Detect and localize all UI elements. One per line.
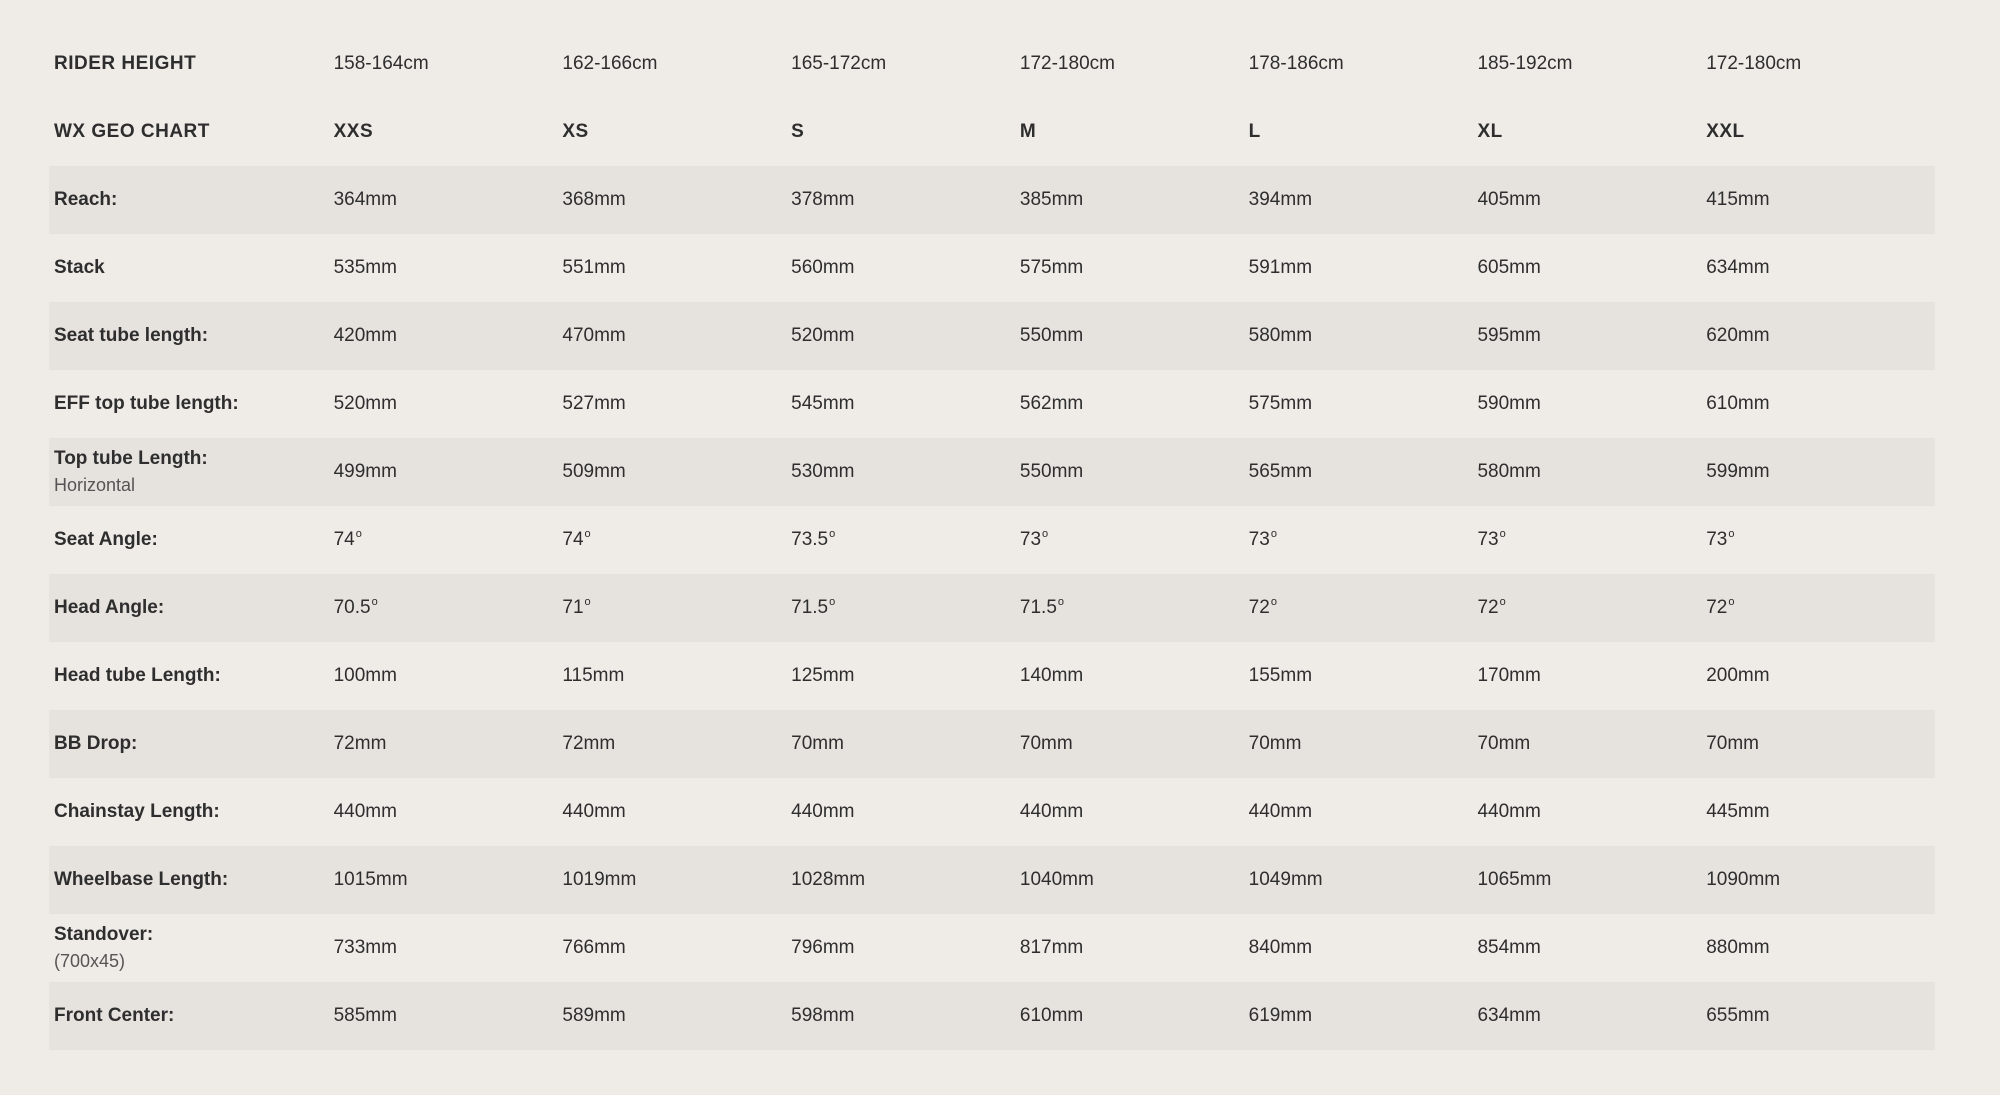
value-cell-s — [791, 868, 1020, 893]
rider-height-m: 172-180cm — [1019, 52, 1115, 74]
value-cell-xs — [562, 324, 791, 349]
value-cell-xxl — [1706, 188, 1935, 213]
row-label — [49, 868, 334, 893]
value-cell-l — [1249, 664, 1478, 689]
value-text: 70mm — [1477, 732, 1531, 754]
value-text: 155mm — [1248, 664, 1313, 686]
value-text: 70.5 — [333, 597, 371, 619]
value-cell-s — [791, 188, 1020, 213]
value-text: 73 — [1019, 529, 1042, 551]
rider-height-xxs: 158-164cm — [333, 52, 429, 74]
value-text: 70mm — [1019, 732, 1073, 754]
value-cell-s — [791, 1004, 1020, 1029]
value-cell-xxl — [1706, 527, 1935, 553]
value-text: 580mm — [1248, 324, 1313, 346]
value-cell-xl — [1477, 256, 1706, 281]
value-cell-s — [791, 527, 1020, 553]
value-cell-xl — [1477, 324, 1706, 349]
value-text: 71.5 — [1019, 597, 1057, 619]
value-text: 610mm — [1019, 1004, 1084, 1026]
value-text: 880mm — [1706, 936, 1770, 958]
value-text: 440mm — [1477, 800, 1541, 822]
value-text: 796mm — [791, 936, 855, 958]
value-text: 470mm — [562, 324, 626, 346]
value-cell-m — [1020, 256, 1249, 281]
table-row — [49, 302, 1935, 370]
degree-symbol: o — [584, 596, 591, 609]
table-row — [49, 982, 1935, 1050]
value-text: 605mm — [1477, 256, 1541, 278]
value-text: 520mm — [791, 324, 855, 346]
value-cell-xxl — [1706, 800, 1935, 825]
value-cell-s — [791, 664, 1020, 689]
value-cell-xs — [562, 800, 791, 825]
value-text: 115mm — [562, 664, 625, 686]
value-cell-xxs — [334, 256, 563, 281]
rider-height-xl: 185-192cm — [1477, 52, 1573, 74]
value-cell-xxl — [1706, 868, 1935, 893]
row-label-subtext: Horizontal — [54, 474, 136, 495]
rider-height-row — [49, 30, 1935, 98]
row-label — [49, 256, 334, 281]
value-cell-l — [1249, 1004, 1478, 1029]
value-cell-xxs — [334, 664, 563, 689]
size-l: L — [1248, 120, 1261, 142]
degree-symbol: o — [355, 528, 362, 541]
degree-symbol: o — [829, 596, 836, 609]
value-text: 385mm — [1019, 188, 1084, 210]
value-text: 1065mm — [1477, 868, 1552, 890]
value-cell-xxs — [334, 527, 563, 553]
value-text: 565mm — [1248, 460, 1313, 482]
rider-height-s: 165-172cm — [791, 52, 887, 74]
value-text: 73 — [1248, 529, 1270, 551]
value-cell-xxl — [1706, 1004, 1935, 1029]
value-text: 840mm — [1248, 936, 1313, 958]
row-label — [49, 1004, 334, 1029]
value-text: 1019mm — [562, 868, 637, 890]
value-cell-s — [791, 324, 1020, 349]
row-label-text: Seat Angle: — [54, 528, 158, 550]
value-cell-xxs — [334, 936, 563, 961]
value-text: 530mm — [791, 460, 855, 482]
row-label — [49, 392, 334, 417]
row-label-text: Standover: — [54, 923, 154, 945]
value-cell-xs — [562, 527, 791, 553]
value-text: 598mm — [791, 1004, 855, 1026]
size-m: M — [1019, 120, 1037, 142]
value-cell-m — [1020, 664, 1249, 689]
value-cell-xxs — [334, 188, 563, 213]
value-text: 440mm — [1019, 800, 1084, 822]
size-xxs: XXS — [333, 120, 374, 142]
geo-chart-title: WX GEO CHART — [54, 120, 210, 142]
value-cell-xl — [1477, 527, 1706, 553]
table-row — [49, 506, 1935, 574]
row-label-text: Wheelbase Length: — [54, 868, 229, 890]
row-label-subtext: (700x45) — [54, 950, 126, 971]
value-text: 100mm — [333, 664, 397, 686]
value-cell-s — [791, 800, 1020, 825]
value-text: 74 — [333, 529, 355, 551]
value-cell-s — [791, 256, 1020, 281]
value-cell-l — [1249, 188, 1478, 213]
row-label — [49, 664, 334, 689]
value-cell-xs — [562, 664, 791, 689]
value-text: 72 — [1706, 597, 1728, 619]
value-text: 378mm — [791, 188, 855, 210]
value-cell-l — [1249, 256, 1478, 281]
value-text: 520mm — [333, 392, 397, 414]
value-cell-xl — [1477, 595, 1706, 621]
rider-height-xxl: 172-180cm — [1706, 52, 1802, 74]
value-cell-xxs — [334, 324, 563, 349]
row-label-text: Reach: — [54, 188, 118, 210]
table-row — [49, 778, 1935, 846]
value-text: 1040mm — [1019, 868, 1094, 890]
value-cell-xs — [562, 392, 791, 417]
value-cell-xl — [1477, 732, 1706, 757]
value-cell-xs — [562, 868, 791, 893]
value-cell-m — [1020, 188, 1249, 213]
value-cell-l — [1249, 527, 1478, 553]
value-cell-m — [1020, 868, 1249, 893]
value-text: 766mm — [562, 936, 626, 958]
value-cell-l — [1249, 800, 1478, 825]
table-row — [49, 914, 1935, 982]
value-cell-xs — [562, 595, 791, 621]
row-label-text: Stack — [54, 256, 105, 278]
value-cell-xxs — [334, 732, 563, 757]
degree-symbol: o — [584, 528, 591, 541]
value-cell-m — [1020, 527, 1249, 553]
value-cell-m — [1020, 595, 1249, 621]
value-cell-s — [791, 595, 1020, 621]
value-text: 589mm — [562, 1004, 626, 1026]
table-row — [49, 166, 1935, 234]
value-text: 591mm — [1248, 256, 1313, 278]
geometry-rows — [49, 166, 1935, 1050]
value-text: 733mm — [333, 936, 397, 958]
value-text: 70mm — [1706, 732, 1759, 754]
value-cell-xl — [1477, 188, 1706, 213]
value-text: 634mm — [1477, 1004, 1541, 1026]
value-cell-s — [791, 460, 1020, 485]
degree-symbol: o — [829, 528, 836, 541]
table-row — [49, 438, 1935, 506]
value-cell-m — [1020, 936, 1249, 961]
value-text: 575mm — [1019, 256, 1084, 278]
degree-symbol: o — [1042, 528, 1049, 541]
value-text: 72mm — [562, 732, 616, 754]
value-cell-xl — [1477, 936, 1706, 961]
value-cell-xs — [562, 732, 791, 757]
table-row — [49, 642, 1935, 710]
value-cell-m — [1020, 800, 1249, 825]
value-cell-xxl — [1706, 595, 1935, 621]
value-text: 575mm — [1248, 392, 1313, 414]
row-label-text: Seat tube length: — [54, 324, 209, 346]
value-cell-xxs — [334, 1004, 563, 1029]
value-cell-xs — [562, 936, 791, 961]
value-cell-m — [1020, 732, 1249, 757]
value-text: 590mm — [1477, 392, 1541, 414]
geometry-table — [49, 30, 1935, 1050]
size-xxl: XXL — [1706, 120, 1745, 142]
value-cell-xl — [1477, 868, 1706, 893]
value-cell-xxs — [334, 595, 563, 621]
value-cell-s — [791, 732, 1020, 757]
value-cell-l — [1249, 595, 1478, 621]
value-cell-xs — [562, 256, 791, 281]
value-cell-xs — [562, 460, 791, 485]
row-label — [49, 596, 334, 621]
value-text: 619mm — [1248, 1004, 1313, 1026]
value-text: 368mm — [562, 188, 626, 210]
value-cell-l — [1249, 868, 1478, 893]
value-text: 125mm — [791, 664, 855, 686]
size-xs: XS — [562, 120, 589, 142]
size-xl: XL — [1477, 120, 1503, 142]
value-cell-xl — [1477, 664, 1706, 689]
value-text: 140mm — [1019, 664, 1084, 686]
degree-symbol: o — [1728, 528, 1735, 541]
value-text: 440mm — [791, 800, 855, 822]
row-label-text: Front Center: — [54, 1004, 175, 1026]
size-header-row — [49, 98, 1935, 166]
rider-height-label: RIDER HEIGHT — [54, 52, 197, 74]
value-text: 74 — [562, 529, 584, 551]
value-cell-xxl — [1706, 664, 1935, 689]
value-text: 70mm — [1248, 732, 1302, 754]
value-text: 200mm — [1706, 664, 1770, 686]
row-label-text: Chainstay Length: — [54, 800, 220, 822]
value-text: 394mm — [1248, 188, 1313, 210]
value-text: 73 — [1706, 529, 1728, 551]
value-text: 420mm — [333, 324, 397, 346]
value-text: 499mm — [333, 460, 397, 482]
table-row — [49, 574, 1935, 642]
value-text: 527mm — [562, 392, 626, 414]
value-text: 405mm — [1477, 188, 1541, 210]
value-cell-xxs — [334, 868, 563, 893]
row-label-text: Top tube Length: — [54, 447, 208, 469]
value-cell-xxl — [1706, 460, 1935, 485]
row-label — [49, 447, 334, 497]
value-cell-m — [1020, 460, 1249, 485]
value-text: 509mm — [562, 460, 626, 482]
row-label — [49, 732, 334, 757]
table-row — [49, 710, 1935, 778]
value-text: 535mm — [333, 256, 397, 278]
value-cell-xxl — [1706, 732, 1935, 757]
value-cell-l — [1249, 392, 1478, 417]
degree-symbol: o — [1270, 596, 1277, 609]
value-cell-xxs — [334, 392, 563, 417]
table-row — [49, 370, 1935, 438]
value-text: 1015mm — [333, 868, 408, 890]
table-row — [49, 846, 1935, 914]
value-text: 73.5 — [791, 529, 829, 551]
value-cell-xxs — [334, 460, 563, 485]
value-text: 655mm — [1706, 1004, 1770, 1026]
value-cell-m — [1020, 392, 1249, 417]
value-text: 620mm — [1706, 324, 1770, 346]
size-s: S — [791, 120, 805, 142]
value-cell-xl — [1477, 800, 1706, 825]
value-text: 854mm — [1477, 936, 1541, 958]
value-cell-m — [1020, 324, 1249, 349]
row-label — [49, 188, 334, 213]
value-text: 610mm — [1706, 392, 1770, 414]
value-text: 1028mm — [791, 868, 866, 890]
degree-symbol: o — [1499, 596, 1506, 609]
row-label-text: EFF top tube length: — [54, 392, 239, 414]
value-cell-xxl — [1706, 324, 1935, 349]
value-text: 170mm — [1477, 664, 1541, 686]
value-text: 70mm — [791, 732, 844, 754]
value-text: 560mm — [791, 256, 855, 278]
value-text: 71.5 — [791, 597, 829, 619]
value-cell-s — [791, 936, 1020, 961]
value-text: 440mm — [562, 800, 626, 822]
value-text: 550mm — [1019, 460, 1084, 482]
value-text: 1049mm — [1248, 868, 1323, 890]
value-text: 817mm — [1019, 936, 1084, 958]
value-cell-m — [1020, 1004, 1249, 1029]
value-cell-xl — [1477, 392, 1706, 417]
value-text: 440mm — [1248, 800, 1313, 822]
value-text: 1090mm — [1706, 868, 1781, 890]
rider-height-xs: 162-166cm — [562, 52, 658, 74]
value-cell-xl — [1477, 1004, 1706, 1029]
value-text: 72 — [1248, 597, 1270, 619]
value-cell-l — [1249, 324, 1478, 349]
value-text: 445mm — [1706, 800, 1770, 822]
value-cell-xl — [1477, 460, 1706, 485]
degree-symbol: o — [371, 596, 378, 609]
degree-symbol: o — [1057, 596, 1065, 609]
row-label-text: Head Angle: — [54, 596, 165, 618]
value-text: 364mm — [333, 188, 397, 210]
row-label — [49, 528, 334, 553]
table-row — [49, 234, 1935, 302]
value-text: 73 — [1477, 529, 1499, 551]
value-text: 580mm — [1477, 460, 1541, 482]
value-text: 545mm — [791, 392, 855, 414]
value-text: 585mm — [333, 1004, 397, 1026]
degree-symbol: o — [1728, 596, 1735, 609]
value-text: 72 — [1477, 597, 1499, 619]
value-text: 634mm — [1706, 256, 1770, 278]
value-cell-xs — [562, 1004, 791, 1029]
value-text: 595mm — [1477, 324, 1541, 346]
value-cell-xxl — [1706, 392, 1935, 417]
row-label — [49, 923, 334, 973]
degree-symbol: o — [1499, 528, 1506, 541]
value-cell-xxl — [1706, 936, 1935, 961]
value-text: 440mm — [333, 800, 397, 822]
row-label-text: BB Drop: — [54, 732, 138, 754]
value-text: 599mm — [1706, 460, 1770, 482]
rider-height-l: 178-186cm — [1248, 52, 1344, 74]
value-text: 415mm — [1706, 188, 1770, 210]
value-cell-s — [791, 392, 1020, 417]
value-cell-xxl — [1706, 256, 1935, 281]
value-text: 551mm — [562, 256, 626, 278]
value-cell-l — [1249, 732, 1478, 757]
value-cell-xxs — [334, 800, 563, 825]
row-label-text: Head tube Length: — [54, 664, 221, 686]
value-cell-l — [1249, 460, 1478, 485]
value-text: 72mm — [333, 732, 387, 754]
value-text: 562mm — [1019, 392, 1084, 414]
value-text: 550mm — [1019, 324, 1084, 346]
row-label — [49, 800, 334, 825]
row-label — [49, 324, 334, 349]
value-cell-xs — [562, 188, 791, 213]
degree-symbol: o — [1270, 528, 1277, 541]
value-text: 71 — [562, 597, 584, 619]
value-cell-l — [1249, 936, 1478, 961]
